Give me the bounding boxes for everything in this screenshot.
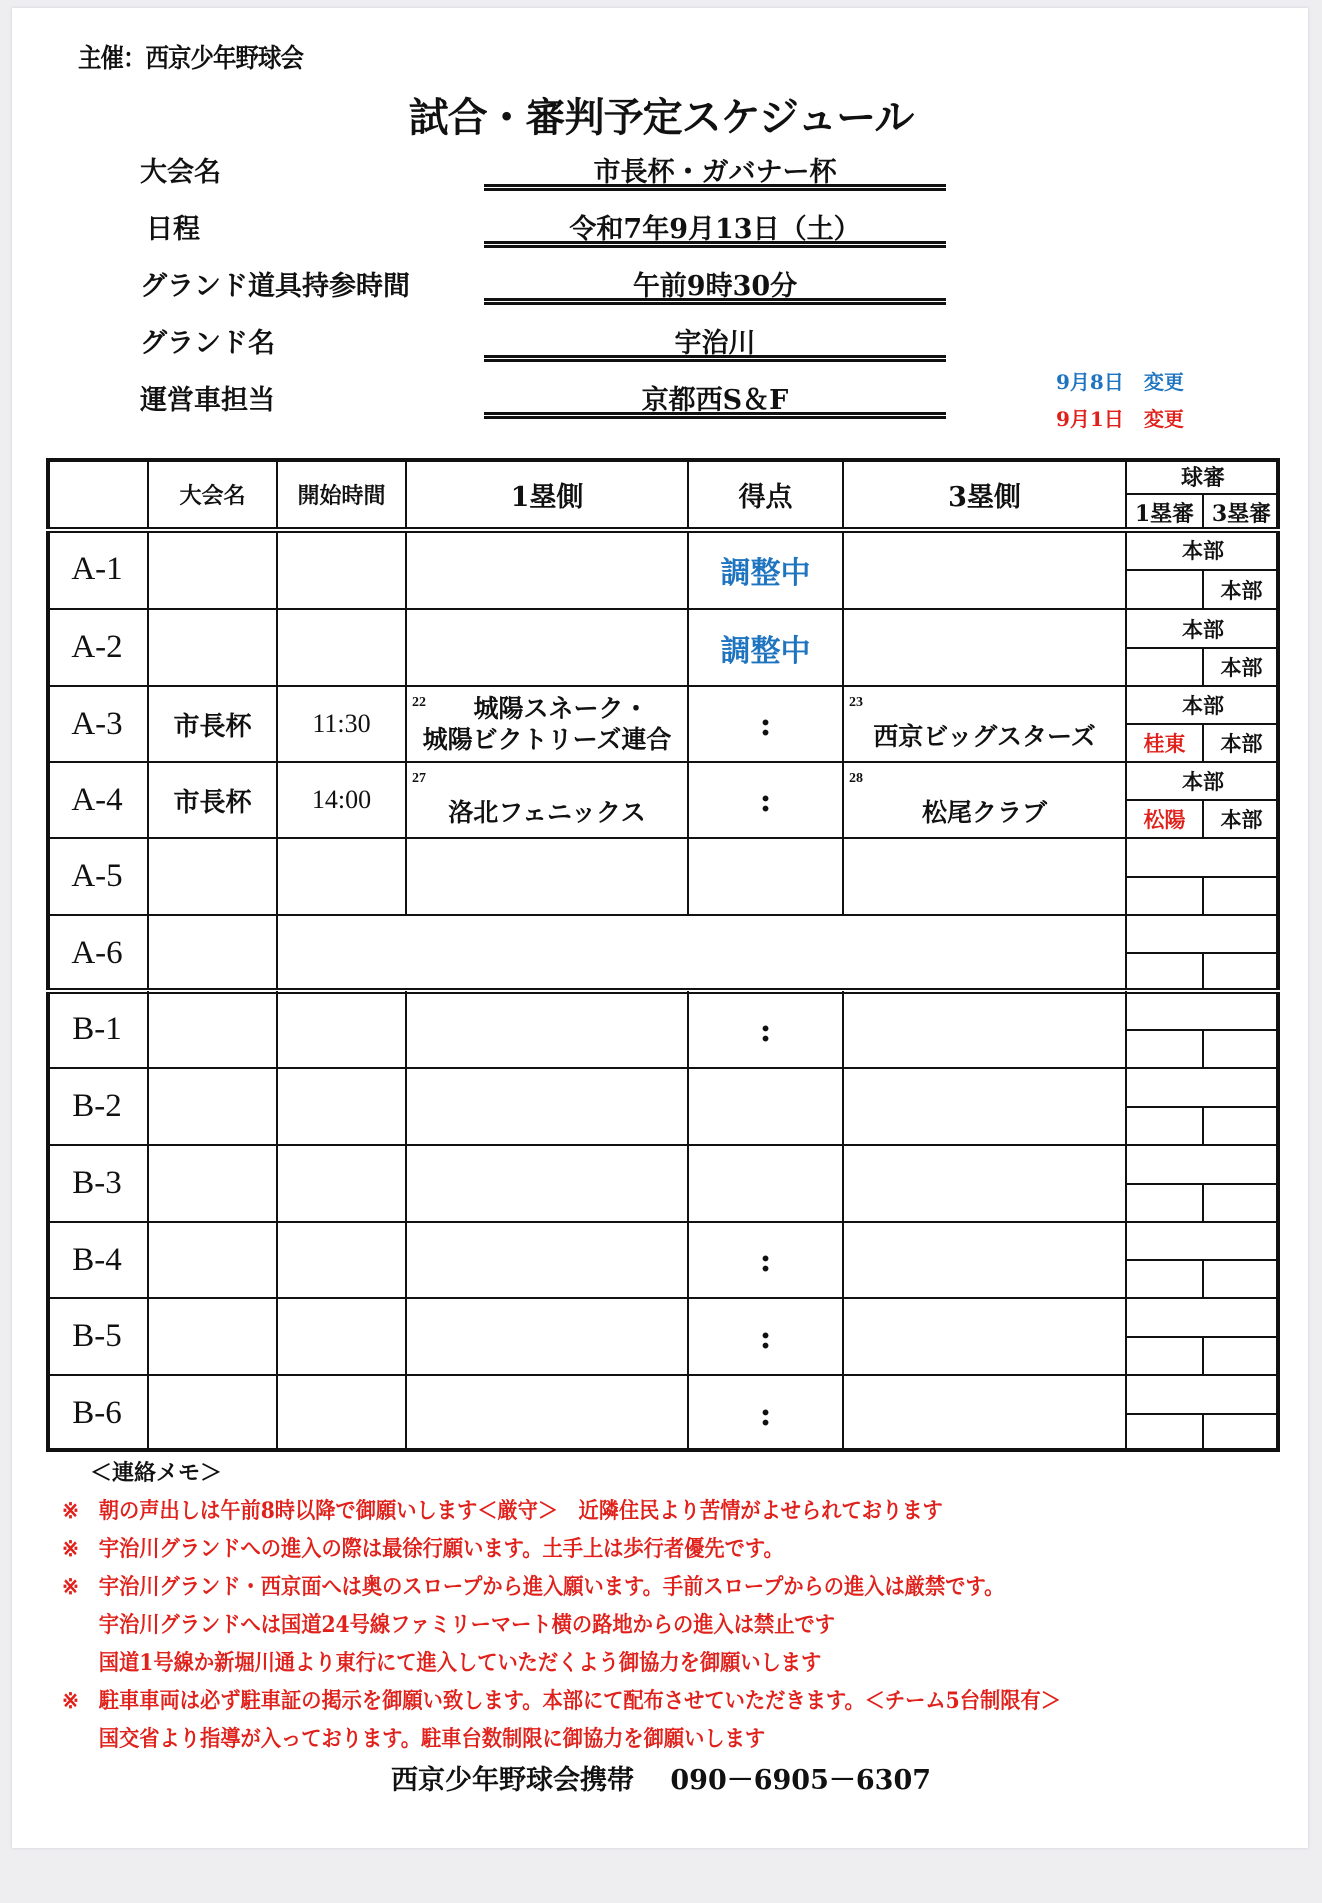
third-base-team-cell [843,1145,1126,1222]
info-label-equipment-time: グランド道具持参時間 [140,271,410,302]
third-base-umpire-cell [1203,877,1280,915]
third-base-umpire-cell [1203,953,1280,991]
double-underline [484,184,946,191]
score-cell: : [759,781,772,819]
memo-line: 国交省より指導が入っております。駐車台数制限に御協力を御願いします [98,1726,766,1752]
double-underline [484,298,946,305]
start-time-cell [277,1375,406,1452]
first-base-team-cell [406,991,688,1068]
third-base-team-cell [843,1222,1126,1298]
header-third-base-side: 3塁側 [948,481,1021,513]
slot-label: B-6 [72,1395,122,1431]
first-base-umpire-cell: 松陽 [1143,807,1186,832]
start-time-cell: 11:30 [312,709,371,738]
third-base-umpire-cell: 本部 [1220,655,1263,680]
third-base-team-name: 西京ビッグスターズ [873,722,1096,752]
change-note-red: 9月1日 変更 [1056,407,1184,431]
first-base-team-cell [406,530,688,609]
start-time-cell [277,609,406,686]
slot-label: A-1 [71,551,123,587]
double-underline [484,412,946,419]
memo-heading: ＜連絡メモ＞ [90,1460,223,1486]
first-base-umpire-cell [1126,953,1203,991]
first-base-umpire-cell [1126,1337,1203,1375]
first-base-team-cell [406,1145,688,1222]
header-score: 得点 [738,481,793,513]
plate-umpire-cell: 本部 [1182,538,1224,563]
slot-label: A-5 [71,858,123,894]
competition-cell: 市長杯 [173,787,252,818]
header-third-base-umpire: 3塁審 [1211,500,1272,527]
first-base-team-name [423,693,672,756]
third-base-team-name: 松尾クラブ [921,798,1047,828]
info-value-date: 令和7年9月13日（土） [569,214,861,245]
third-base-team-cell [843,762,1126,838]
info-value-operation-vehicle: 京都西S＆F [641,385,789,416]
third-base-team-cell [843,991,1126,1068]
third-base-team-cell [843,686,1126,762]
info-label-competition: 大会名 [140,157,221,188]
competition-cell [148,530,277,609]
info-label-date: 日程 [146,214,200,245]
divider [687,458,689,530]
memo-line: ※ 朝の声出しは午前8時以降で御願いします＜厳守＞ 近隣住民より苦情がよせられております [62,1498,943,1524]
seed-number: 23 [849,695,863,710]
competition-cell [148,991,277,1068]
first-base-team-cell [406,1068,688,1145]
plate-umpire-cell [1126,1375,1280,1414]
double-underline [484,355,946,362]
memo-line: 宇治川グランドへは国道24号線ファミリーマート横の路地からの進入は禁止です [98,1612,835,1638]
divider [276,458,278,530]
start-time-cell [277,915,406,991]
third-base-team-cell [843,1068,1126,1145]
third-base-team-cell [843,1375,1126,1452]
header-plate-umpire: 球審 [1180,464,1225,491]
score-cell: : [759,1010,772,1049]
score-cell [688,1068,843,1145]
third-base-umpire-cell [1203,1260,1280,1298]
info-value-ground: 宇治川 [674,328,756,359]
score-cell: : [759,1317,772,1356]
competition-cell [148,838,277,915]
merged-match-cell [406,915,1126,991]
header-competition: 大会名 [179,482,246,509]
competition-cell [148,915,277,991]
start-time-cell [277,1068,406,1145]
team-name-line: 城陽ビクトリーズ連合 [422,725,672,754]
contact-phone: 西京少年野球会携帯 090－6905－6307 [390,1765,932,1796]
slot-label: B-5 [72,1318,122,1354]
organizer: 主催：西京少年野球会 [78,44,304,74]
score-cell: : [759,1394,772,1433]
score-cell: : [759,705,772,743]
score-cell [688,1145,843,1222]
first-base-team-name: 洛北フェニックス [448,798,646,828]
first-base-umpire-cell [1126,1030,1203,1068]
plate-umpire-cell [1126,1298,1280,1337]
plate-umpire-cell [1126,1145,1280,1184]
first-base-umpire-cell [1126,1414,1203,1452]
start-time-cell [277,1145,406,1222]
start-time-cell [277,530,406,609]
memo-line: ※ 駐車車両は必ず駐車証の掲示を御願い致します。本部にて配布させていただきます。＜チーム5台制限有＞ [62,1688,1061,1714]
third-base-team-cell [843,1298,1126,1375]
score-cell [688,838,843,915]
first-base-umpire-cell [1126,877,1203,915]
double-underline [484,241,946,248]
third-base-umpire-cell [1203,1337,1280,1375]
plate-umpire-cell [1126,838,1280,877]
third-base-team-cell [843,530,1126,609]
plate-umpire-cell [1126,1068,1280,1107]
divider [1125,458,1127,530]
third-base-umpire-cell: 本部 [1220,807,1263,832]
score-status: 調整中 [720,633,811,669]
header-first-base-umpire: 1塁審 [1134,500,1195,527]
third-base-umpire-cell: 本部 [1220,577,1263,603]
slot-label: A-4 [71,781,123,818]
first-base-team-cell [406,1298,688,1375]
start-time-cell [277,1298,406,1375]
score-cell: : [759,1241,772,1279]
memo-line: ※ 宇治川グランド・西京面へは奥のスロープから進入願います。手前スロープからの進入は厳禁です。 [62,1574,1005,1600]
third-base-umpire-cell [1203,1184,1280,1222]
competition-cell [148,1375,277,1452]
divider [842,458,844,530]
third-base-umpire-cell [1203,1030,1280,1068]
competition-cell [148,1298,277,1375]
header-first-base-side: 1塁側 [510,481,584,513]
slot-label: B-4 [72,1241,122,1278]
first-base-umpire-cell [1126,648,1203,686]
info-value-competition: 市長杯・ガバナー杯 [593,157,837,188]
seed-number: 28 [849,771,863,786]
third-base-umpire-cell [1203,1414,1280,1452]
first-base-umpire-cell [1126,570,1203,609]
third-base-team-cell [843,609,1126,686]
plate-umpire-cell [1126,915,1280,953]
first-base-team-cell [406,686,688,762]
memo-line: 国道1号線か新堀川通より東行にて進入していただくよう御協力を御願いします [98,1650,822,1676]
competition-cell [148,1145,277,1222]
competition-cell [148,1222,277,1298]
plate-umpire-cell [1126,991,1280,1030]
page-title: 試合・審判予定スケジュール [408,94,914,141]
header-start-time: 開始時間 [297,482,386,509]
divider [1202,494,1204,530]
memo-line: ※ 宇治川グランドへの進入の際は最徐行願います。土手上は歩行者優先です。 [62,1536,784,1562]
competition-cell [148,1068,277,1145]
competition-cell [148,609,277,686]
score-status: 調整中 [720,555,811,591]
first-base-team-cell [406,838,688,915]
third-base-umpire-cell [1203,1107,1280,1145]
slot-label: B-3 [72,1165,122,1201]
plate-umpire-cell: 本部 [1182,616,1224,642]
slot-label: A-2 [71,629,123,665]
slot-label: B-2 [72,1088,122,1124]
first-base-umpire-cell [1126,1107,1203,1145]
seed-number: 22 [412,695,426,710]
info-value-equipment-time: 午前9時30分 [632,271,798,302]
third-base-umpire-cell: 本部 [1220,731,1263,756]
divider [147,458,149,530]
change-note-blue: 9月8日 変更 [1056,370,1184,394]
plate-umpire-cell [1126,1222,1280,1260]
divider [405,458,407,530]
start-time-cell: 14:00 [311,785,372,814]
first-base-umpire-cell [1126,1184,1203,1222]
start-time-cell [277,1222,406,1298]
team-name-line: 城陽スネーク・ [473,693,649,723]
plate-umpire-cell: 本部 [1182,769,1224,794]
third-base-team-cell [843,838,1126,915]
start-time-cell [277,838,406,915]
first-base-team-cell [406,1375,688,1452]
competition-cell: 市長杯 [173,711,252,742]
first-base-team-cell [406,1222,688,1298]
first-base-team-cell [406,609,688,686]
header-divider [46,527,1280,533]
slot-label: A-6 [71,934,123,971]
first-base-umpire-cell [1126,1260,1203,1298]
plate-umpire-cell: 本部 [1182,693,1224,718]
slot-label: A-3 [71,705,123,742]
info-label-ground: グランド名 [140,328,275,359]
start-time-cell [277,991,406,1068]
first-base-umpire-cell: 桂東 [1143,731,1186,756]
info-label-operation-vehicle: 運営車担当 [140,385,275,416]
seed-number: 27 [412,771,426,786]
first-base-team-cell [406,762,688,838]
slot-label: B-1 [72,1011,122,1047]
